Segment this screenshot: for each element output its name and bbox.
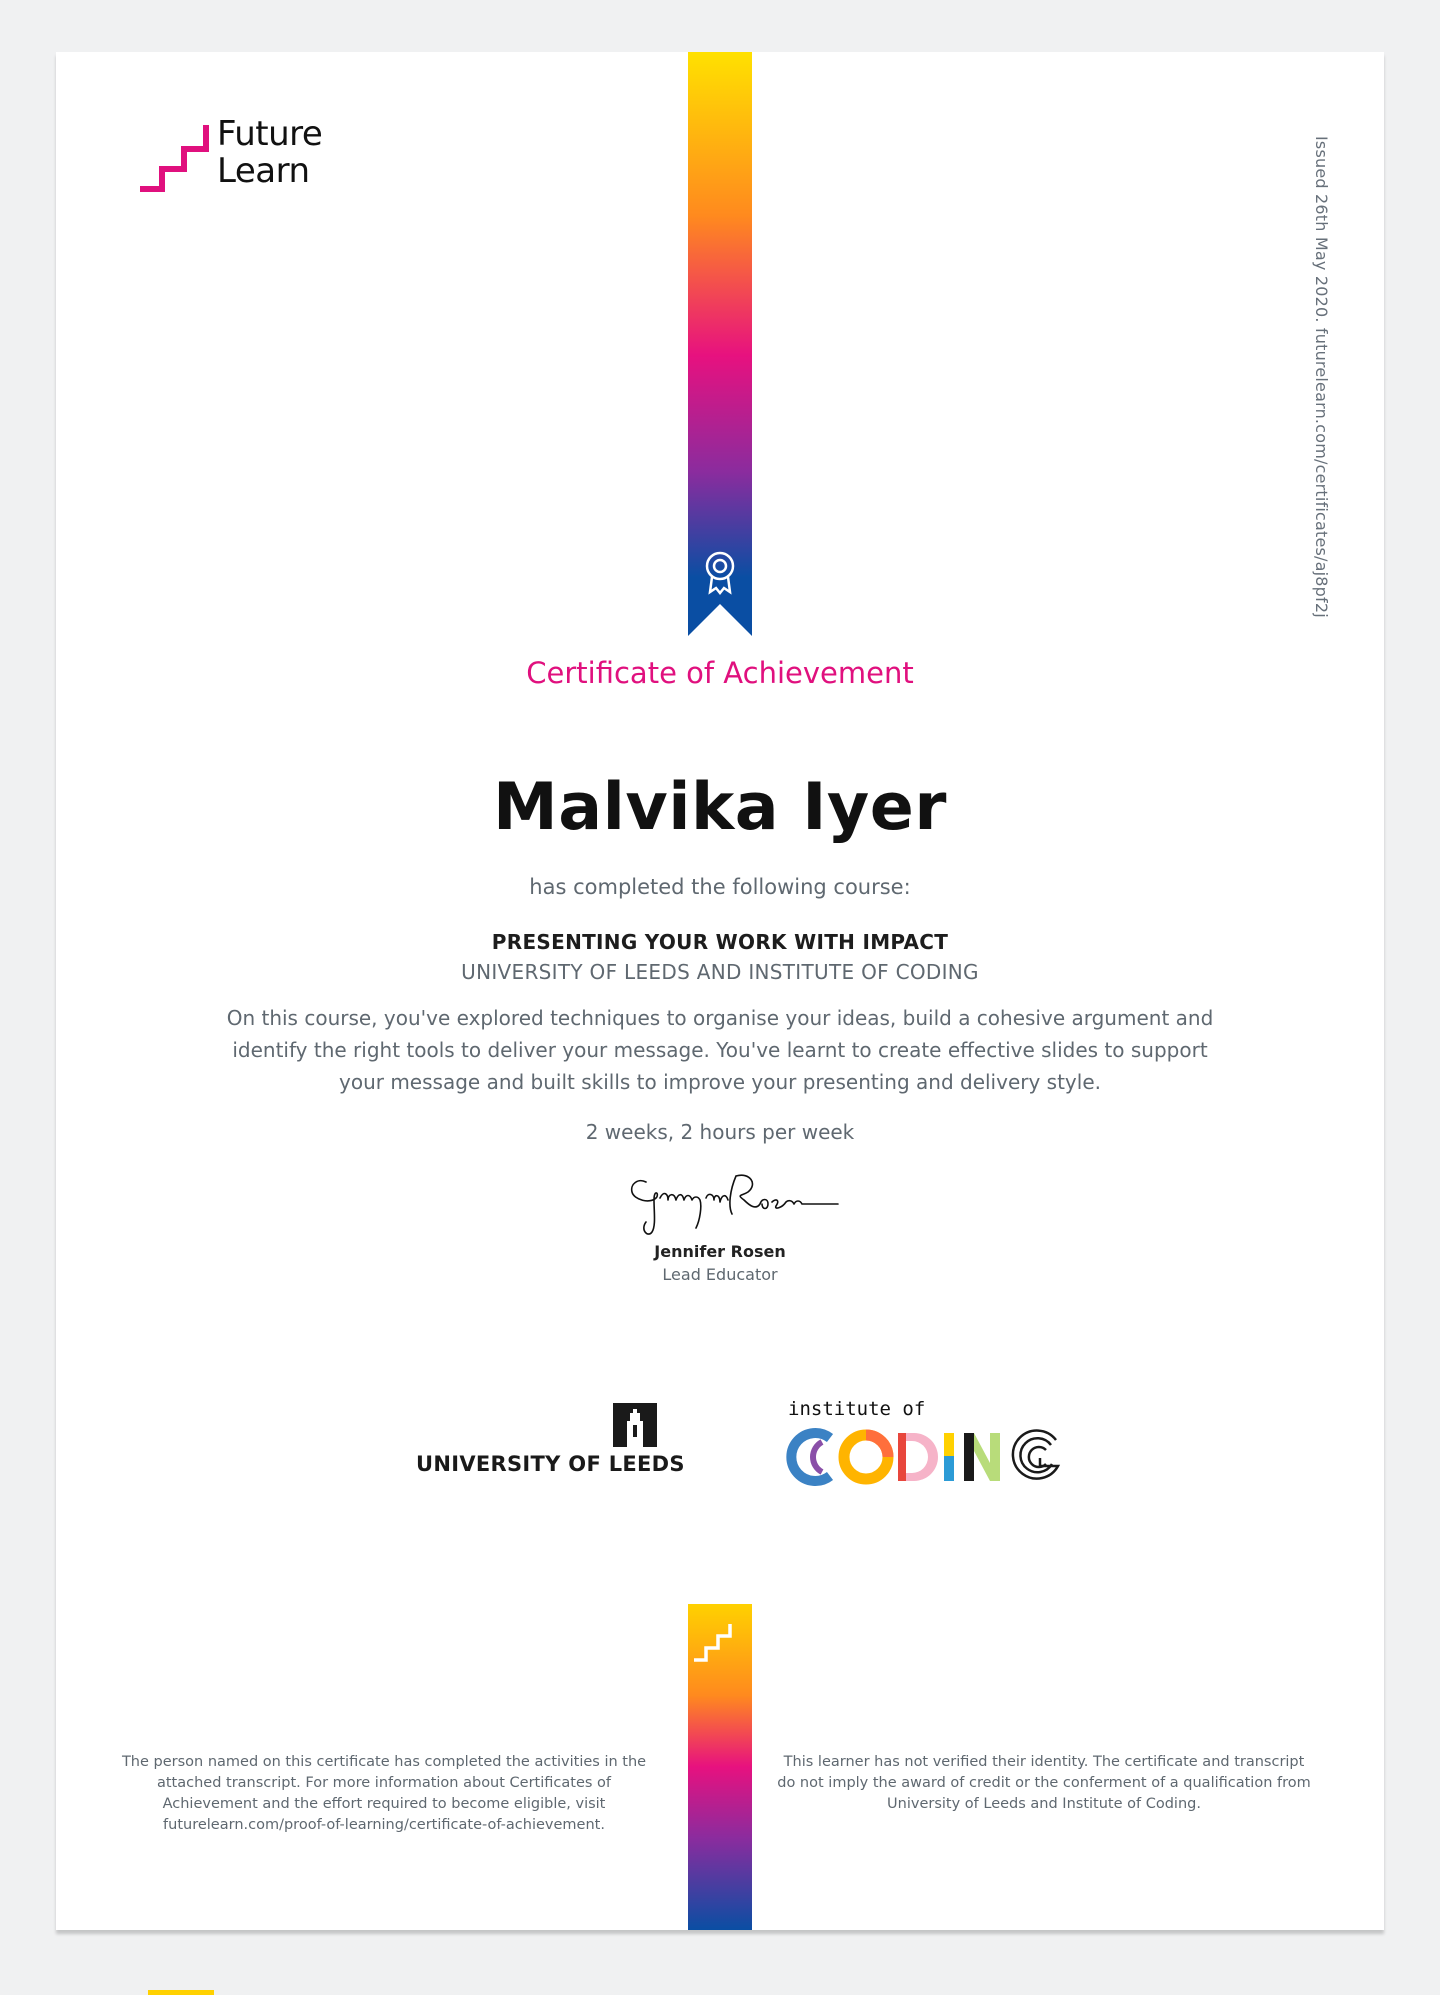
- footer-left-note: The person named on this certificate has completed the activities in the attached transcript. For more information about Certificates of Achievement and the effort required to become eligible, visit futurelearn.com/proof-of-learning/certificate-of-achievement.: [121, 1754, 647, 1833]
- educator-name: Jennifer Rosen: [654, 1242, 786, 1261]
- course-description: On this course, you've explored techniques to organise your ideas, build a cohesive argument and identify the right tools to deliver your message. You've learnt to create effective slides to support your message and built skills to improve your presenting and delivery style.: [226, 1006, 1214, 1094]
- educator-signature: [610, 1170, 840, 1240]
- bottom-tab: [148, 1990, 214, 1995]
- completed-text: has completed the following course:: [529, 875, 911, 899]
- issued-info: Issued 26th May 2020. futurelearn.com/certificates/aj8pf2j: [1312, 136, 1331, 618]
- ribbon-bottom: [688, 1604, 752, 1930]
- educator-role: Lead Educator: [662, 1265, 778, 1284]
- certificate-page: [56, 52, 1384, 1930]
- logo-wordmark: [217, 116, 322, 190]
- futurelearn-steps-icon: [138, 123, 210, 195]
- university-of-leeds-logo: UNIVERSITY OF LEEDS: [416, 1452, 685, 1476]
- futurelearn-logo: [138, 116, 338, 206]
- certificate-title: Certificate of Achievement: [526, 656, 914, 690]
- footer-right-note: This learner has not verified their identity. The certificate and transcript do not imply the award of credit or the conferment of a qualification from University of Leeds and Institute of Coding.: [777, 1754, 1311, 1812]
- course-title: PRESENTING YOUR WORK WITH IMPACT: [491, 930, 949, 954]
- learner-name: Malvika Iyer: [493, 770, 947, 845]
- ioc-small-text: institute of: [788, 1398, 926, 1420]
- course-duration: 2 weeks, 2 hours per week: [585, 1120, 855, 1144]
- logo-line-1: Future: [217, 114, 323, 154]
- leeds-building-icon: [613, 1403, 657, 1447]
- ribbon-top: [688, 52, 752, 636]
- course-organisation: UNIVERSITY OF LEEDS AND INSTITUTE OF CODING: [461, 960, 979, 984]
- institute-of-coding-logo: [782, 1426, 1084, 1488]
- logo-line-2: Learn: [217, 151, 310, 191]
